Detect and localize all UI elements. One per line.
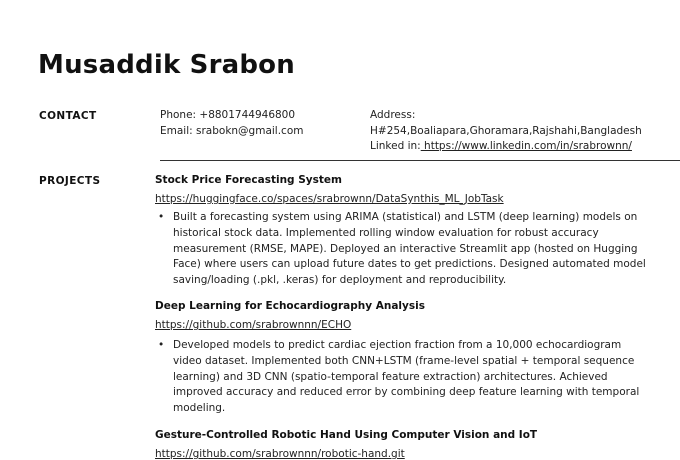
project-title: Gesture-Controlled Robotic Hand Using Computer Vision and IoT (155, 429, 538, 441)
bullet-icon: • (158, 339, 165, 351)
section-divider (160, 160, 680, 161)
bullet-text: Built a forecasting system using ARIMA (statistical) and LSTM (deep learning) models on historical stock data. Implemented rolling window evaluation for robust accuracy measurement (RMSE, MAPE). Deployed an interactive Streamlit app (hosted on Hugging Face) where users can upload future dates to get predictions. Designed automated model saving/loading (.pkl, .keras) for deployment and reproducibility. (173, 211, 646, 287)
contact-linkedin (370, 139, 632, 154)
contact-email: Email: srabokn@gmail.com (160, 125, 304, 137)
project-title: Stock Price Forecasting System (155, 174, 342, 186)
contact-section-label: CONTACT (39, 110, 97, 122)
project-link[interactable]: https://huggingface.co/spaces/srabrownn/DataSynthis_ML_JobTask (155, 193, 504, 205)
contact-address-label: Address: (370, 109, 416, 121)
contact-phone: Phone: +8801744946800 (160, 109, 296, 121)
contact-address: H#254,Boaliapara,Ghoramara,Rajshahi,Bangladesh (370, 125, 642, 137)
project-link[interactable]: https://github.com/srabrownnn/robotic-hand.git (155, 448, 405, 460)
project-bullet (158, 338, 648, 417)
project-link[interactable]: https://github.com/srabrownnn/ECHO (155, 319, 352, 331)
bullet-text: Developed models to predict cardiac ejection fraction from a 10,000 echocardiogram video dataset. Implemented both CNN+LSTM (frame-level spatial + temporal sequence learning) and 3D CNN (spatio-temporal feature extraction) architectures. Achieved improved accuracy and reduced error by combining deep feature learning with temporal modeling. (173, 339, 640, 415)
project-title: Deep Learning for Echocardiography Analysis (155, 300, 425, 312)
linkedin-link[interactable]: https://www.linkedin.com/in/srabrownn/ (420, 140, 632, 152)
resume-name: Musaddik Srabon (38, 50, 295, 80)
linkedin-label: Linked in: (370, 140, 421, 152)
bullet-icon: • (158, 211, 165, 223)
projects-section-label: PROJECTS (39, 175, 101, 187)
project-bullet (158, 210, 648, 289)
